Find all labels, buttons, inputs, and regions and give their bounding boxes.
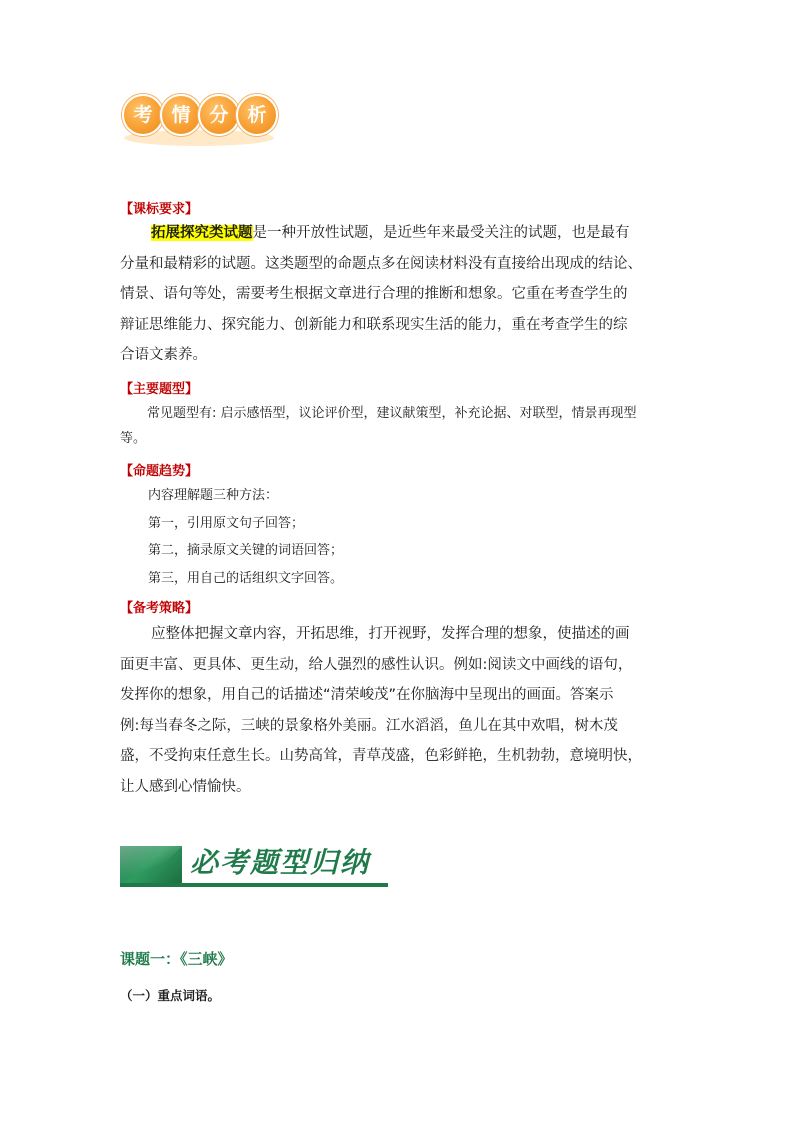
- paragraph-line: 情景、语句等处，需要考生根据文章进行合理的推断和想象。它重在考查学生的: [120, 286, 628, 303]
- method-item: 第二，摘录原文关键的词语回答；: [148, 543, 344, 558]
- paragraph-line: 应整体把握文章内容，开拓思维，打开视野，发挥合理的想象，使描述的画: [151, 626, 630, 642]
- method-item: 第三，用自己的话组织文字回答。: [148, 570, 344, 586]
- paragraph-line: 盛，不受拘束任意生长。山势高耸，青草茂盛，色彩鲜艳，生机勃勃，意境明快，: [120, 748, 642, 765]
- paragraph-line: 辩证思维能力、探究能力、创新能力和联系现实生活的能力，重在考查学生的综: [120, 316, 628, 333]
- banner-char-circle: 情: [160, 94, 202, 136]
- paragraph-text: 是一种开放性试题，是近些年来最受关注的试题，也是最有: [252, 225, 630, 241]
- paragraph-line: 发挥你的想象，用自己的话描述“清荣峻茂”在你脑海中呈现出的画面。答案示: [120, 687, 614, 704]
- banner-char-circle: 考: [122, 94, 164, 136]
- types-section-title: 【主要题型】: [120, 382, 199, 397]
- paragraph-line: 分量和最精彩的试题。这类题型的命题点多在阅读材料没有直接给出现成的结论、: [120, 255, 642, 272]
- method-item: 内容理解题三种方法：: [148, 488, 279, 503]
- trend-method-list: [148, 482, 343, 592]
- paragraph-line: [120, 218, 685, 249]
- curriculum-section-title: 【课标要求】: [120, 202, 199, 217]
- method-item: 第一，引用原文句子回答；: [148, 515, 305, 531]
- banner-char-circle: 分: [198, 94, 240, 136]
- banner-title: 必考题型归纳: [190, 846, 371, 879]
- topic-title: 课题一：《三峡》: [120, 950, 233, 968]
- analysis-banner: [118, 90, 278, 150]
- paragraph-line: 例:每当春冬之际，三峡的景象格外美丽。江水滔滔，鱼儿在其中欢唱，树木茂: [120, 717, 618, 734]
- paragraph-line: 等。: [120, 431, 147, 446]
- curriculum-paragraph: [120, 218, 685, 371]
- types-paragraph: [120, 401, 685, 451]
- banner-circles: [122, 94, 274, 136]
- topic-subtitle: （一）重点词语。: [120, 988, 221, 1003]
- paragraph-line: 合语文素养。: [120, 347, 207, 364]
- strategy-section-title: 【备考策略】: [120, 601, 199, 616]
- paragraph-line: 让人感到心情愉快。: [120, 778, 251, 795]
- strategy-paragraph: [120, 619, 685, 803]
- banner-char-circle: 析: [236, 94, 278, 136]
- highlighted-term: 拓展探究类试题: [151, 225, 253, 241]
- paragraph-line: 面更丰富、更具体、更生动，给人强烈的感性认识。例如:阅读文中画线的语句，: [120, 656, 633, 673]
- question-types-banner: [120, 843, 390, 889]
- trend-section-title: 【命题趋势】: [120, 464, 199, 479]
- banner-underline: [120, 883, 388, 887]
- paragraph-line: 常见题型有: 启示感悟型，议论评价型，建议献策型，补充论据、对联型，情景再现型: [147, 406, 637, 421]
